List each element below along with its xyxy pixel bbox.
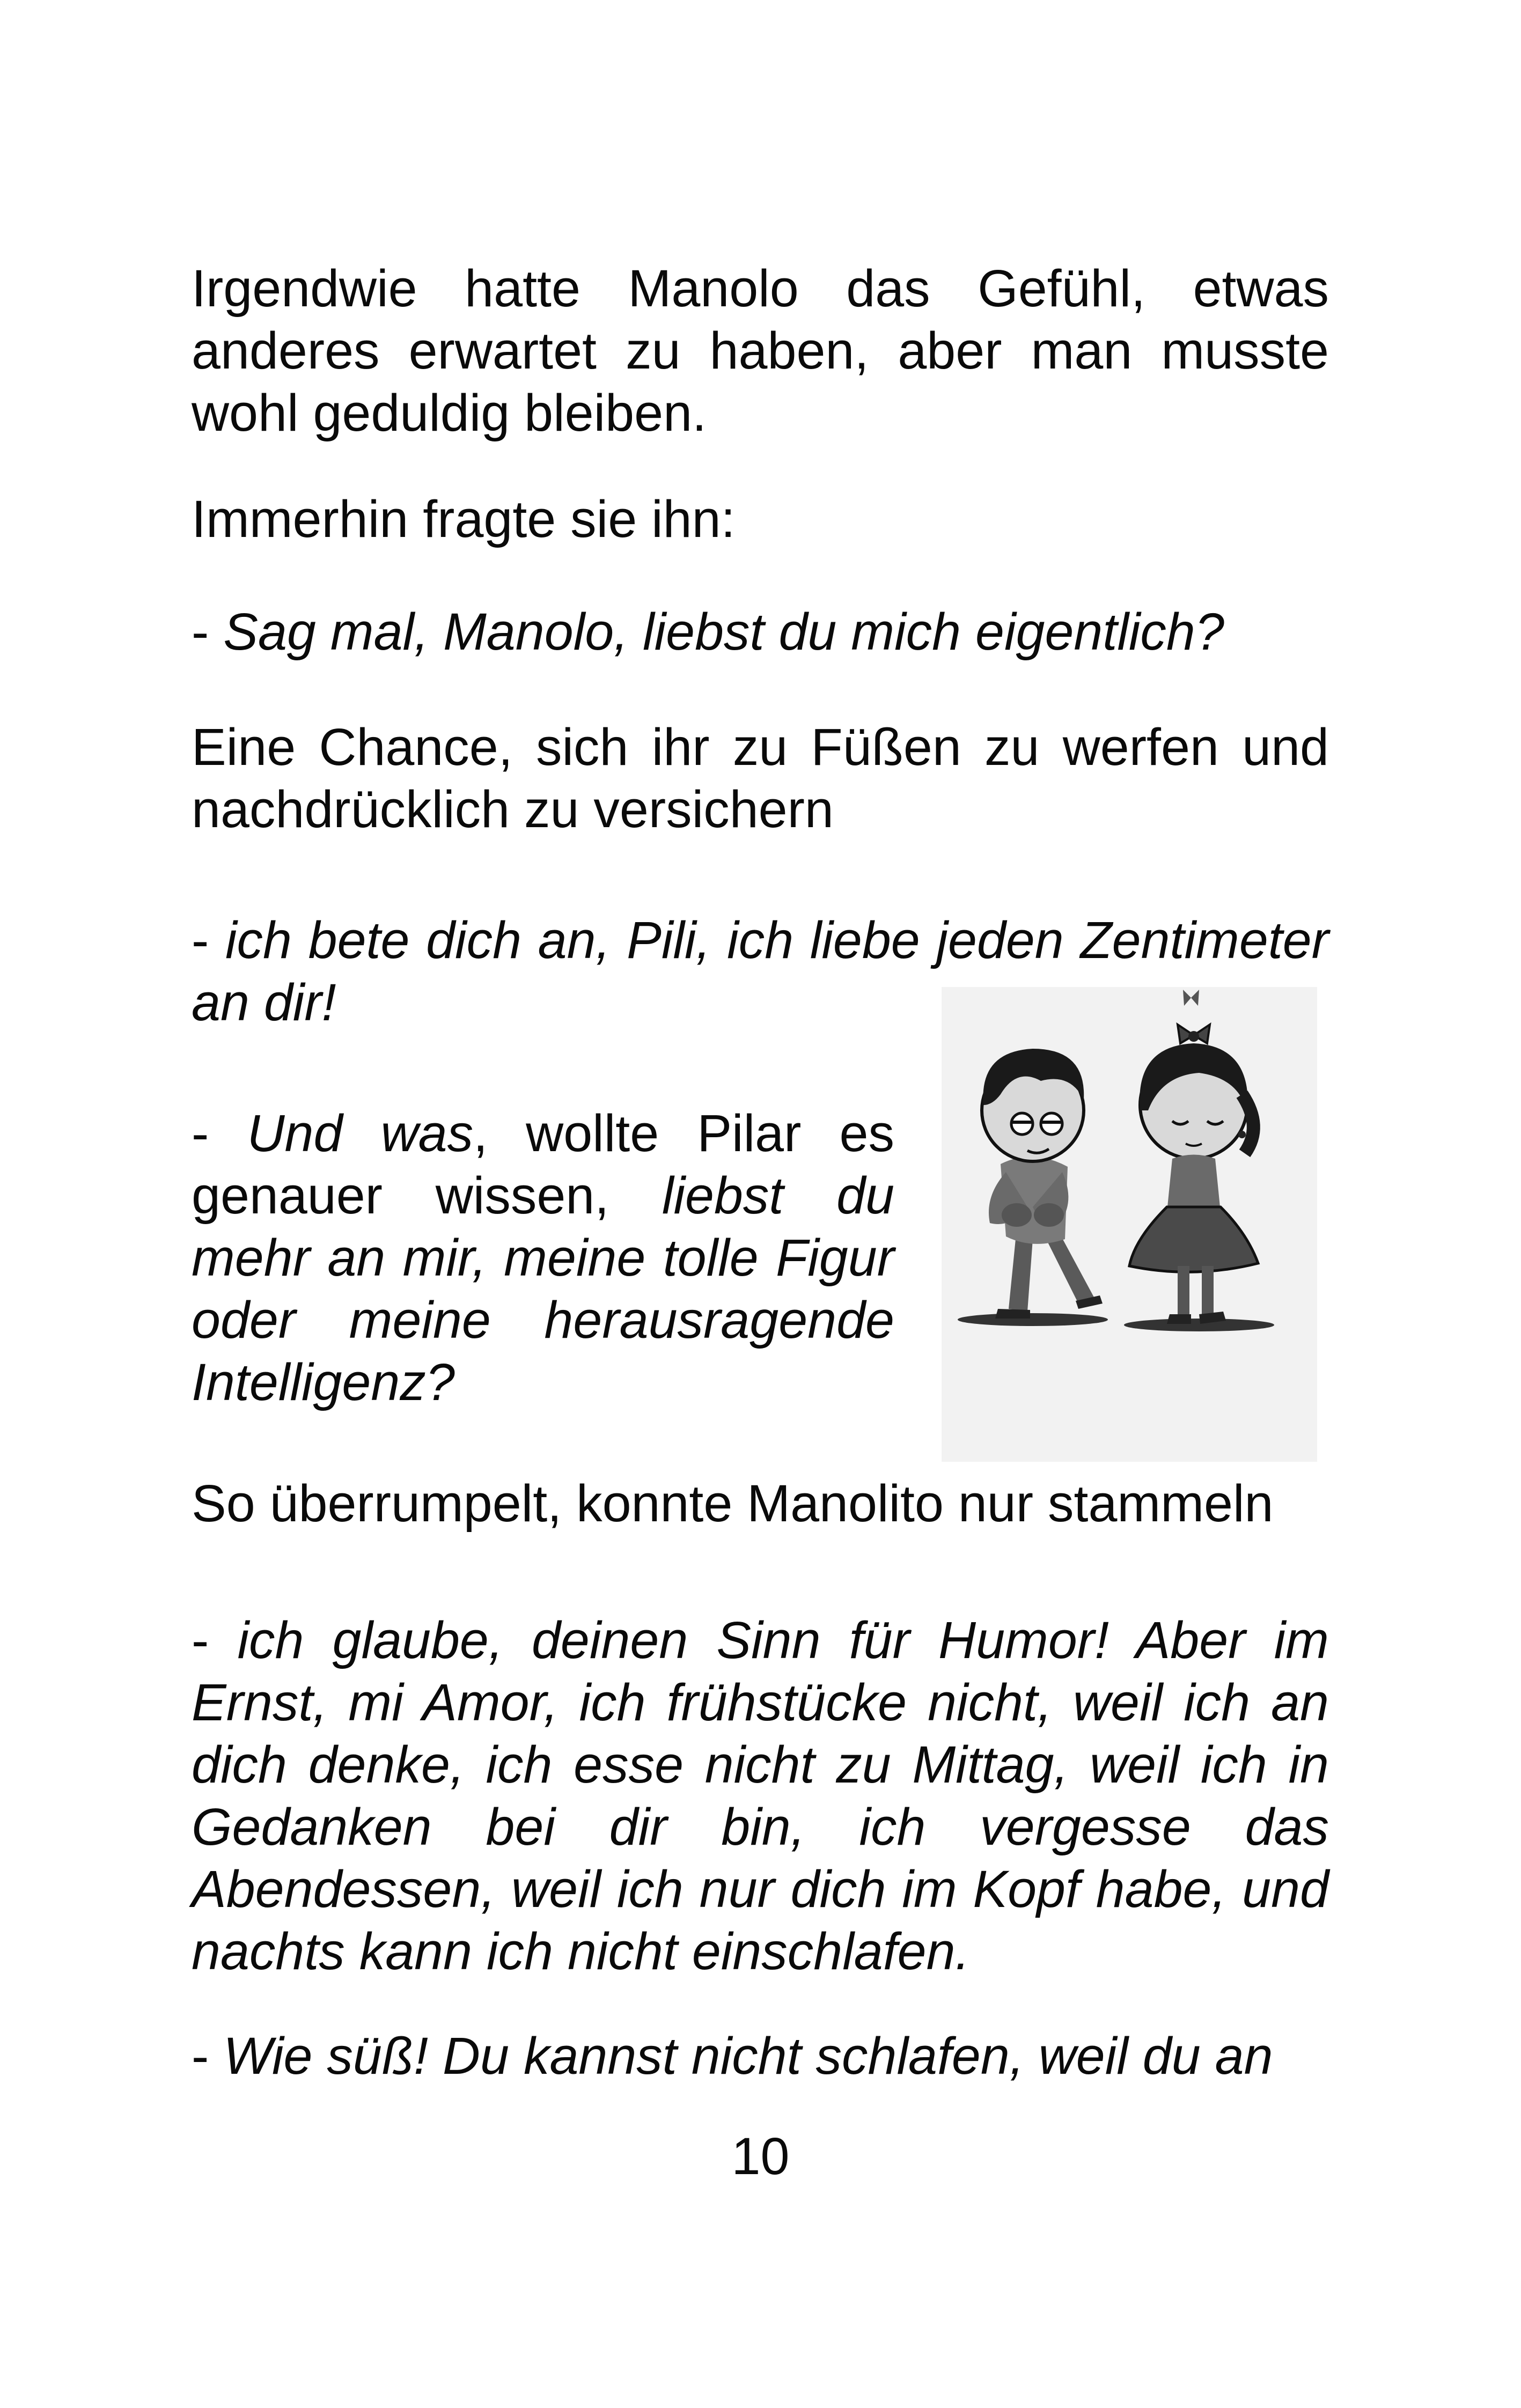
paragraph-1 bbox=[192, 257, 1329, 444]
dialogue-dash: - bbox=[192, 1611, 238, 1669]
paragraph-2-text: Immerhin fragte sie ihn: bbox=[192, 490, 736, 548]
paragraph-4 bbox=[192, 716, 1329, 841]
dialogue-dash: - bbox=[192, 911, 225, 969]
paragraph-7-text: So überrumpelt, konnte Manolito nur stammeln bbox=[192, 1474, 1274, 1533]
paragraph-3-dialogue bbox=[192, 601, 1329, 663]
paragraph-4-text: Eine Chance, sich ihr zu Füßen zu werfen und nachdrücklich zu versichern bbox=[192, 718, 1329, 838]
dialogue-text: Wie süß! Du kannst nicht schlafen, weil du an bbox=[223, 2027, 1273, 2085]
dialogue-dash: - bbox=[192, 1104, 247, 1162]
page-number: 10 bbox=[731, 2127, 790, 2185]
paragraph-2 bbox=[192, 488, 1329, 550]
dialogue-text-1: Und was bbox=[247, 1104, 474, 1162]
girl-figure bbox=[1129, 990, 1258, 1324]
cartoon-couple-illustration bbox=[942, 987, 1317, 1462]
dialogue-text: ich bete dich an, Pili, ich liebe jeden Zentimeter an dir! bbox=[192, 911, 1329, 1032]
paragraph-9-dialogue bbox=[192, 2025, 1329, 2087]
paragraph-6-dialogue bbox=[192, 1102, 894, 1413]
dialogue-text-2: liebst du mehr an mir, meine tolle Figur oder meine herausragende Intelligenz? bbox=[192, 1166, 895, 1411]
paragraph-7 bbox=[192, 1472, 1329, 1535]
boy-figure bbox=[982, 1049, 1103, 1319]
narration-text: , wollte Pilar es genauer wissen, bbox=[192, 1104, 894, 1225]
paragraph-1-text: Irgendwie hatte Manolo das Gefühl, etwas anderes erwartet zu haben, aber man musste wohl geduldig bleiben. bbox=[192, 259, 1329, 442]
paragraph-8-dialogue bbox=[192, 1609, 1329, 1983]
dialogue-dash: - bbox=[192, 602, 224, 661]
dialogue-text: Sag mal, Manolo, liebst du mich eigentlich? bbox=[223, 602, 1224, 661]
illustration-boy-and-girl bbox=[942, 987, 1317, 1462]
dialogue-dash: - bbox=[192, 2027, 224, 2085]
dialogue-text: ich glaube, deinen Sinn für Humor! Aber im Ernst, mi Amor, ich frühstücke nicht, weil ich an dich denke, ich esse nicht zu Mittag, weil ich in Gedanken bei dir bin, ich vergesse das Abendessen, weil ich nur dich im Kopf habe, und nachts kann ich nicht einschlafen. bbox=[192, 1611, 1329, 1980]
